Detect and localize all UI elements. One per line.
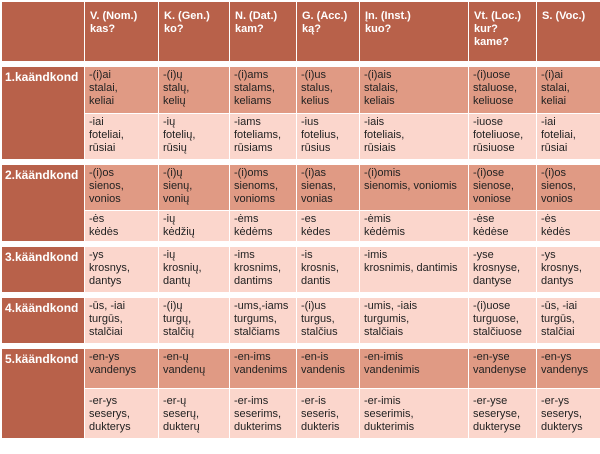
header-row — [2, 2, 600, 62]
cell: -ūs, -iai turgūs, stalčiai — [85, 298, 159, 344]
cell: -ių krosnių, dantų — [159, 247, 230, 293]
corner-cell — [2, 2, 85, 62]
cell: -er-yse seseryse, dukteryse — [469, 389, 537, 439]
cell: -en-ys vandenys — [85, 349, 159, 389]
cell: -en-ims vandenims — [230, 349, 297, 389]
cell: -umis, -iais turgumis, stalčiais — [360, 298, 469, 344]
cell: -(i)ų sienų, vonių — [159, 165, 230, 211]
cell: -(i)ai stalai, keliai — [537, 67, 600, 114]
cell: -(i)ų turgų, stalčių — [159, 298, 230, 344]
group-1-label: 1.kaändkond — [2, 67, 85, 160]
cell: -ius fotelius, rūsius — [297, 114, 360, 160]
cell: -en-ys vandenys — [537, 349, 600, 389]
cell: -ims krosnims, dantims — [230, 247, 297, 293]
cell: -(i)uose turguose, stalčiuose — [469, 298, 537, 344]
cell: -en-imis vandenimis — [360, 349, 469, 389]
cell: -is krosnis, dantis — [297, 247, 360, 293]
cell: -en-yse vandenyse — [469, 349, 537, 389]
cell: -en-ų vandenų — [159, 349, 230, 389]
cell: -(i)os sienos, vonios — [537, 165, 600, 211]
cell: -(i)omis sienomis, voniomis — [360, 165, 469, 211]
group-4-label: 4.käändkond — [2, 298, 85, 344]
cell: -yse krosnyse, dantyse — [469, 247, 537, 293]
cell: -er-ys seserys, dukterys — [537, 389, 600, 439]
header-locative: Vt. (Loc.) kur? kame? — [469, 2, 537, 62]
group-5-row-2 — [2, 389, 600, 439]
cell: -er-ų seserų, dukterų — [159, 389, 230, 439]
group-2-row-1 — [2, 165, 600, 211]
cell: -(i)os sienos, vonios — [85, 165, 159, 211]
header-genitive: K. (Gen.) ko? — [159, 2, 230, 62]
cell: -en-is vandenis — [297, 349, 360, 389]
group-2-row-2 — [2, 211, 600, 242]
header-accusative: G. (Acc.) ką? — [297, 2, 360, 62]
cell: -(i)as sienas, vonias — [297, 165, 360, 211]
group-3-label: 3.käändkond — [2, 247, 85, 293]
header-dative: N. (Dat.) kam? — [230, 2, 297, 62]
group-4-row-1 — [2, 298, 600, 344]
cell: -(i)oms sienoms, vonioms — [230, 165, 297, 211]
cell: -iams foteliams, rūsiams — [230, 114, 297, 160]
header-vocative: S. (Voc.) — [537, 2, 600, 62]
cell: -er-ys seserys, dukterys — [85, 389, 159, 439]
cell: -ums,-iams turgums, stalčiams — [230, 298, 297, 344]
cell: -er-imis seserimis, dukterimis — [360, 389, 469, 439]
cell: -iais foteliais, rūsiais — [360, 114, 469, 160]
cell: -(i)ai stalai, keliai — [85, 67, 159, 114]
cell: -ės kėdės — [85, 211, 159, 242]
cell: -ėmis kėdėmis — [360, 211, 469, 242]
header-instrumental: Įn. (Inst.) kuo? — [360, 2, 469, 62]
cell: -(i)ais stalais, keliais — [360, 67, 469, 114]
cell: -ių kėdžių — [159, 211, 230, 242]
cell: -ėms kėdėms — [230, 211, 297, 242]
cell: -er-is seseris, dukteris — [297, 389, 360, 439]
group-3-row-1 — [2, 247, 600, 293]
group-5-row-1 — [2, 349, 600, 389]
cell: -es kėdes — [297, 211, 360, 242]
group-1-row-2 — [2, 114, 600, 160]
cell: -ūs, -iai turgūs, stalčiai — [537, 298, 600, 344]
cell: -er-ims seserims, dukterims — [230, 389, 297, 439]
cell: -(i)us stalus, kelius — [297, 67, 360, 114]
cell: -ių fotelių, rūsių — [159, 114, 230, 160]
cell: -(i)us turgus, stalčius — [297, 298, 360, 344]
cell: -ėse kėdėse — [469, 211, 537, 242]
declension-table — [1, 1, 600, 439]
cell: -ys krosnys, dantys — [537, 247, 600, 293]
cell: -(i)ams stalams, keliams — [230, 67, 297, 114]
header-nominative: V. (Nom.) kas? — [85, 2, 159, 62]
group-1-row-1 — [2, 67, 600, 114]
group-2-label: 2.käändkond — [2, 165, 85, 242]
cell: -(i)uose staluose, keliuose — [469, 67, 537, 114]
cell: -iuose foteliuose, rūsiuose — [469, 114, 537, 160]
cell: -ys krosnys, dantys — [85, 247, 159, 293]
cell: -imis krosnimis, dantimis — [360, 247, 469, 293]
cell: -(i)ose sienose, voniose — [469, 165, 537, 211]
cell: -ės kėdės — [537, 211, 600, 242]
cell: -(i)ų stalų, kelių — [159, 67, 230, 114]
cell: -iai foteliai, rūsiai — [537, 114, 600, 160]
cell: -iai foteliai, rūsiai — [85, 114, 159, 160]
group-5-label: 5.käändkond — [2, 349, 85, 439]
